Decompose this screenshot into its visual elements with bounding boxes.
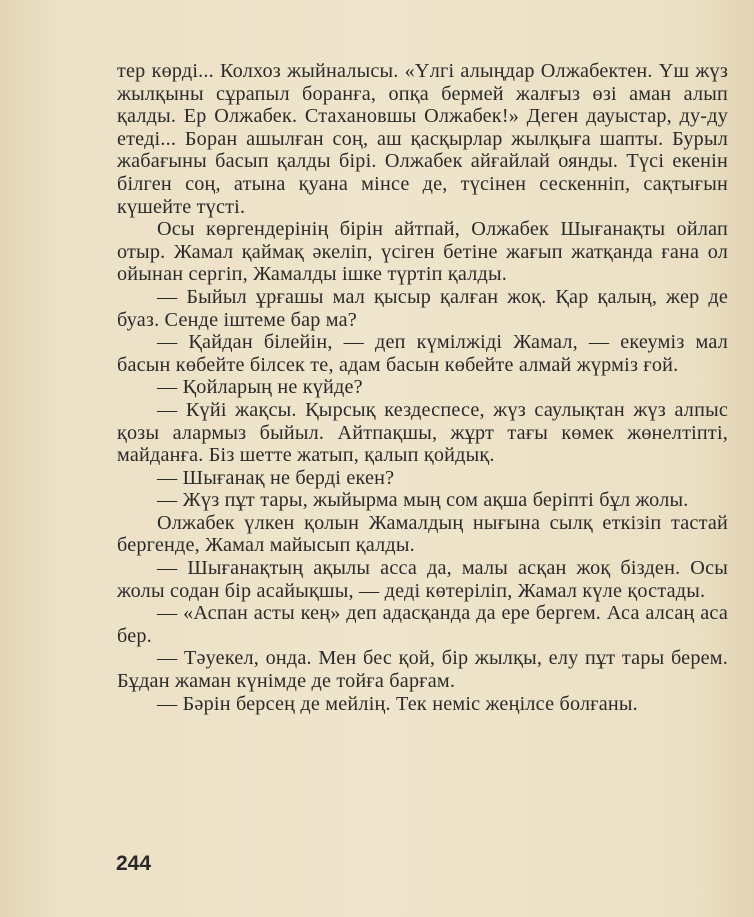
paragraph-4: — Қайдан білейін, — деп күмілжіді Жамал, — екеуміз мал басын көбейте білсек те, адам басын көбейте алмай жүрміз ғой. [117, 331, 728, 376]
paragraph-7: — Шығанақ не берді екен? [157, 466, 395, 489]
paragraph-13: — Бәрін берсең де мейлің. Тек неміс жеңілсе болғаны. [157, 692, 638, 715]
paragraph-9: Олжабек үлкен қолын Жамалдың нығына сылқ еткізіп тастай бергенде, Жамал майысып қалды. [117, 511, 728, 557]
paragraph-12: — Тәуекел, онда. Мен бес қой, бір жылқы, елу пұт тары берем. Бұдан жаман күнімде де тойға барғам. [117, 647, 728, 693]
paragraph-11: — «Аспан асты кең» деп адасқанда да ере бергем. Аса алсаң аса бер. [117, 602, 728, 647]
paragraph-2: Осы көргендерінің бірін айтпай, Олжабек Шығанақты ойлап отыр. Жамал қаймақ әкеліп, үсіген бетіне жағып жатқанда ғана ол ойынан сергіп, Жамалды ішке түртіп қалды. [117, 218, 728, 286]
paragraph-3: — Быйыл ұрғашы мал қысыр қалған жоқ. Қар қалың, жер де буаз. Сенде іштеме бар ма? [117, 285, 728, 331]
page-number: 244 [116, 852, 152, 875]
page-text [117, 60, 728, 715]
paragraph-6: — Күйі жақсы. Қырсық кездеспесе, жүз саулықтан жүз алпыс қозы алармыз быйыл. Айтпақшы, жұрт тағы көмек жөнелтіпті, майданға. Біз шетте жатып, қалып қойдық. [117, 398, 728, 467]
paragraph-8: — Жүз пұт тары, жыйырма мың сом ақша беріпті бұл жолы. [157, 489, 689, 512]
paragraph-1: тер көрді... Колхоз жыйналысы. «Үлгі алыңдар Олжабектен. Үш жүз жылқыны сұрапыл боранға, опқа бермей жалғыз өзі аман алып қалды. Ер Олжабек. Стахановшы Олжабек!» Деген дауыстар, ду-ду етеді... Боран ашылған соң, аш қасқырлар жылқыға шапты. Бурыл жабағыны басып қалды бірі. Олжабек айғайлай оянды. Түсі екенін білген соң, атына қуана мінсе де, түсінен сескенніп, сақтығын күшейте түсті. [117, 60, 728, 218]
paragraph-10: — Шығанақтың ақылы асса да, малы асқан жоқ бізден. Осы жолы содан бір асайықшы, — деді көтеріліп, Жамал күле қостады. [117, 557, 728, 602]
paragraph-5: — Қойларың не күйде? [157, 376, 363, 399]
